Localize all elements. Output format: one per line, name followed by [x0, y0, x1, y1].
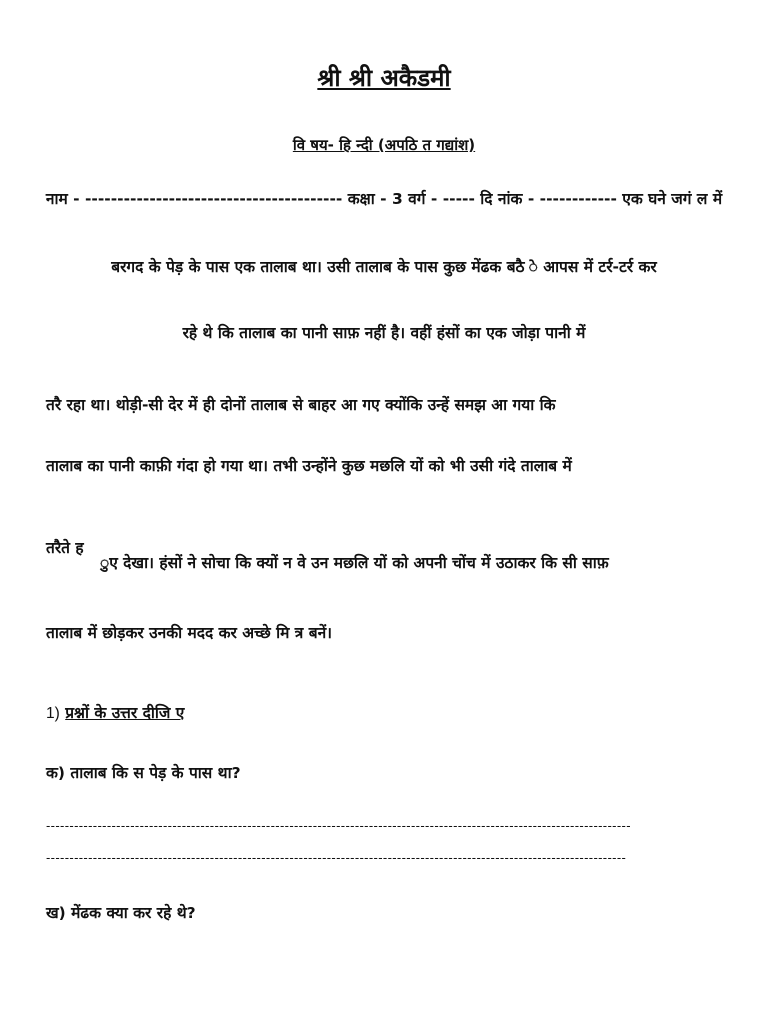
questions-heading	[46, 702, 184, 725]
passage-line-6: ुए देखा। हंसों ने सोचा कि क्यों न वे उन मछलि यों को अपनी चोंच में उठाकर कि सी साफ़	[100, 554, 609, 572]
passage-line-3: रहे थे कि तालाब का पानी साफ़ नहीं है। वहीं हंसों का एक जोड़ा पानी में	[182, 324, 586, 342]
passage-line-5: तालाब का पानी काफ़ी गंदा हो गया था। तभी उन्होंने कुछ मछलि यों को भी उसी गंदे तालाब में	[46, 457, 572, 475]
answer-line-1: -----------------------------------------------------------------------------------------------------------------------------	[46, 818, 631, 833]
question-section-number: 1)	[46, 705, 60, 722]
answer-line-2: ----------------------------------------------------------------------------------------------------------------------------	[46, 850, 627, 865]
question-b: ख) मेंढक क्या कर रहे थे?	[46, 904, 196, 922]
page-title: श्री श्री अकैडमी	[317, 64, 451, 92]
passage-line-6-start: तरैते ह	[46, 539, 84, 557]
question-a: क) तालाब कि स पेड़ के पास था?	[46, 764, 241, 782]
passage-line-2: बरगद के पेड़ के पास एक तालाब था। उसी तालाब के पास कुछ मेंढक बठै े आपस में टर्र-टर्र कर	[111, 258, 657, 276]
subject-heading: वि षय- हि न्दी (अपठि त गद्यांश)	[292, 136, 476, 154]
question-section-title: प्रश्नों के उत्तर दीजि ए	[65, 704, 185, 722]
passage-line-7: तालाब में छोड़कर उनकी मदद कर अच्छे मि त्र बनें।	[46, 624, 333, 642]
passage-line-1: नाम - ---------------------------------------- कक्षा - 3 वर्ग - ----- दि नांक - ------------ एक घने जगं ल में	[45, 190, 723, 208]
passage-line-4: तरै रहा था। थोड़ी-सी देर में ही दोनों तालाब से बाहर आ गए क्योंकि उन्हें समझ आ गया कि	[46, 396, 556, 414]
